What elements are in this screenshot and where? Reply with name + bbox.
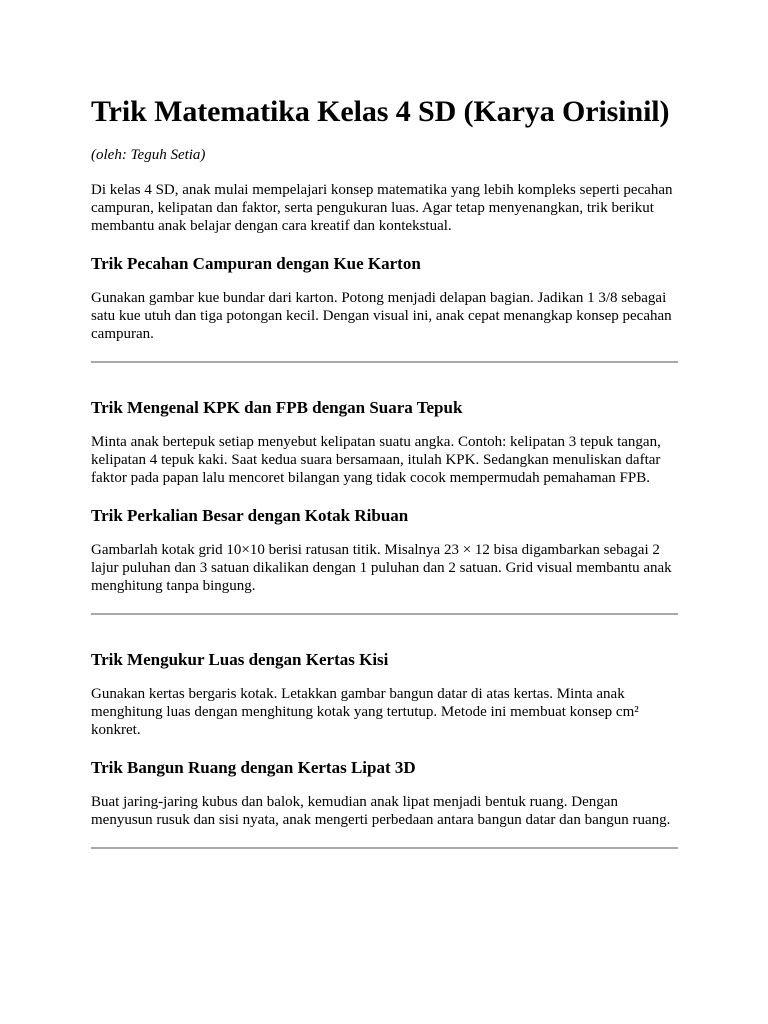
section-bangun-ruang [91,758,677,829]
section-body: Gunakan gambar kue bundar dari karton. Potong menjadi delapan bagian. Jadikan 1 3/8 sebagai satu kue utuh dan tiga potongan kecil. Dengan visual ini, anak cepat menangkap konsep pecahan campuran. [91,290,672,342]
section-heading: Trik Perkalian Besar dengan Kotak Ribuan [91,506,409,525]
author-line: (oleh: Teguh Setia) [91,147,206,163]
section-mengukur-luas [91,650,677,739]
section-divider [91,613,678,615]
section-body: Buat jaring-jaring kubus dan balok, kemudian anak lipat menjadi bentuk ruang. Dengan menyusun rusuk dan sisi nyata, anak mengerti perbedaan antara bangun datar dan bangun ruang. [91,794,671,828]
section-body: Gunakan kertas bergaris kotak. Letakkan gambar bangun datar di atas kertas. Minta anak menghitung luas dengan menghitung kotak yang tertutup. Metode ini membuat konsep cm² konkret. [91,686,639,738]
section-heading: Trik Pecahan Campuran dengan Kue Karton [91,254,421,273]
section-heading: Trik Bangun Ruang dengan Kertas Lipat 3D [91,758,416,777]
section-body: Gambarlah kotak grid 10×10 berisi ratusan titik. Misalnya 23 × 12 bisa digambarkan sebagai 2 lajur puluhan dan 3 satuan dikalikan dengan 1 puluhan dan 2 satuan. Grid visual membantu anak menghitung tanpa bingung. [91,542,672,594]
document-title: Trik Matematika Kelas 4 SD (Karya Orisinil) [91,95,670,128]
section-perkalian-besar [91,506,677,595]
intro-paragraph: Di kelas 4 SD, anak mulai mempelajari konsep matematika yang lebih kompleks seperti pecahan campuran, kelipatan dan faktor, serta pengukuran luas. Agar tetap menyenangkan, trik berikut membantu anak belajar dengan cara kreatif dan kontekstual. [91,182,673,234]
section-body: Minta anak bertepuk setiap menyebut kelipatan suatu angka. Contoh: kelipatan 3 tepuk tangan, kelipatan 4 tepuk kaki. Saat kedua suara bersamaan, itulah KPK. Sedangkan menuliskan daftar faktor pada papan lalu mencoret bilangan yang tidak cocok mempermudah pemahaman FPB. [91,434,661,486]
section-heading: Trik Mengukur Luas dengan Kertas Kisi [91,650,389,669]
section-kpk-fpb [91,398,677,487]
section-divider [91,361,678,363]
section-heading: Trik Mengenal KPK dan FPB dengan Suara Tepuk [91,398,463,417]
section-pecahan-campuran [91,254,677,343]
section-divider [91,847,678,849]
